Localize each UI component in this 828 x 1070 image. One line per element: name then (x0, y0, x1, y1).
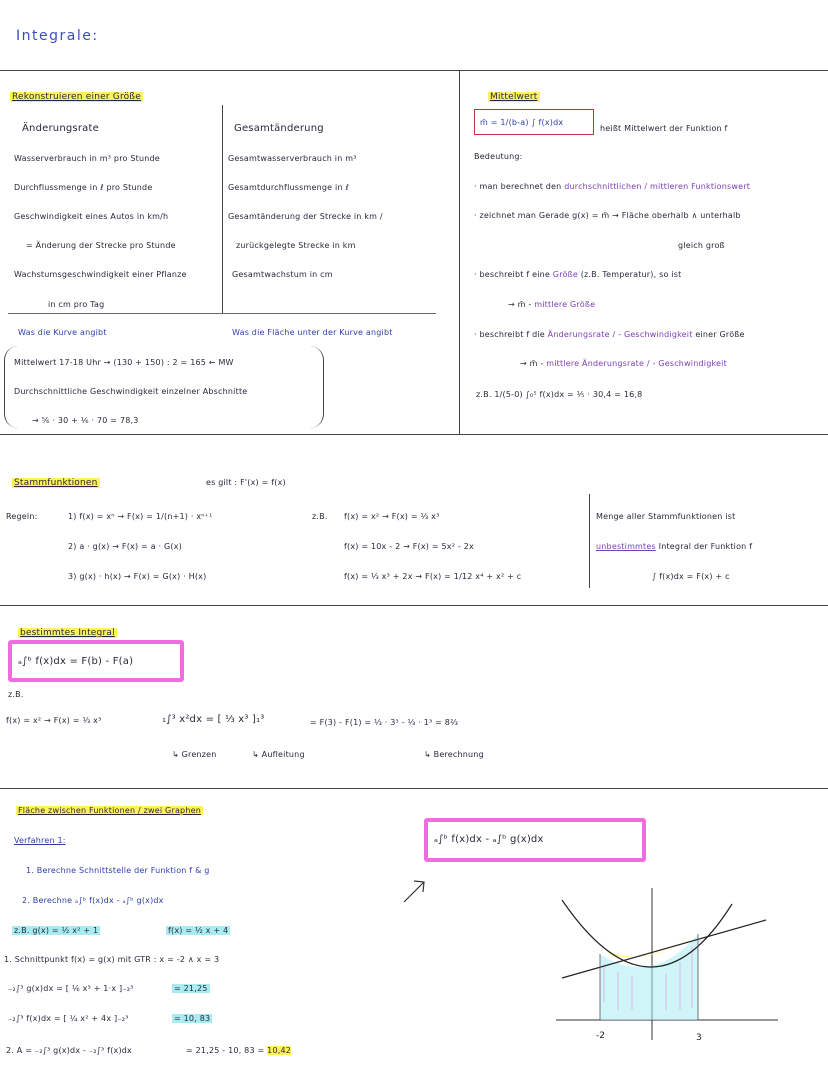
bestimmt-formula: ₐ∫ᵇ f(x)dx = F(b) - F(a) (18, 656, 134, 667)
graph-label-right: 3 (696, 1033, 702, 1043)
flaeche-box-formula: ₐ∫ᵇ f(x)dx - ₐ∫ᵇ g(x)dx (434, 834, 544, 845)
stamm-example: f(x) = ⅓ x³ + 2x → F(x) = 1/12 x⁴ + x² + c (344, 572, 522, 581)
mittelwert-formula-suffix: heißt Mittelwert der Funktion f (600, 124, 728, 133)
stamm-right2: unbestimmtes Integral der Funktion f (596, 542, 753, 551)
bestimmt-berechnung: ↳ Berechnung (424, 750, 484, 759)
row-right: zurückgelegte Strecke in km (236, 241, 356, 250)
col-left-header: Änderungsrate (22, 123, 99, 134)
mittelwert-heading: Mittelwert (490, 92, 538, 102)
mittelwert-formula: m̄ = 1/(b-a) ∫ f(x)dx (480, 118, 564, 127)
bestimmt-ex-label: z.B. (8, 690, 24, 699)
bestimmt-ex-integral: ₁∫³ x²dx = [ ⅓ x³ ]₁³ (162, 714, 265, 725)
flaeche-area-val: = 21,25 - 10, 83 = 10,42 (186, 1046, 292, 1055)
stamm-right1: Menge aller Stammfunktionen ist (596, 512, 736, 521)
stamm-es-gilt: es gilt : F'(x) = f(x) (206, 478, 286, 487)
divider-top (0, 70, 828, 71)
row-left: Geschwindigkeit eines Autos in km/h (14, 212, 169, 221)
what-area-label: Was die Fläche unter der Kurve angibt (232, 328, 393, 337)
mittelwert-line2: · zeichnet man Gerade g(x) = m̄ → Fläche oberhalb ∧ unterhalb (474, 211, 741, 220)
note-calc: → ⅚ · 30 + ⅙ · 70 = 78,3 (32, 416, 139, 425)
stamm-rule: 2) a · g(x) → F(x) = a · G(x) (68, 542, 183, 551)
area-graph (556, 882, 782, 1042)
note-geschwindigkeit: Durchschnittliche Geschwindigkeit einzelner Abschnitte (14, 387, 248, 396)
stamm-right3: ∫ f(x)dx = F(x) + c (652, 572, 730, 581)
row-right: Gesamtwasserverbrauch in m³ (228, 154, 357, 163)
bestimmt-heading: bestimmtes Integral (20, 628, 115, 638)
flaeche-int-f: ₋₂∫³ f(x)dx = [ ¼ x² + 4x ]₋₂³ (8, 1014, 129, 1023)
row-left-extra: in cm pro Tag (48, 300, 105, 309)
note-mittelwert: Mittelwert 17-18 Uhr → (130 + 150) : 2 = 165 ← MW (14, 358, 234, 367)
arrow-icon (400, 876, 430, 906)
stamm-ex-label: z.B. (312, 512, 328, 521)
flaeche-ex-f: f(x) = ½ x + 4 (168, 926, 229, 935)
mittelwert-line7: → m̄ - mittlere Änderungsrate / - Geschwindigkeit (520, 359, 727, 368)
flaeche-schnitt: 1. Schnittpunkt f(x) = g(x) mit GTR : x = -2 ∧ x = 3 (4, 955, 220, 964)
divider-vertical-main (459, 70, 460, 434)
row-left: Wasserverbrauch in m³ pro Stunde (14, 154, 160, 163)
col-right-header: Gesamtänderung (234, 123, 324, 134)
bestimmt-grenzen: ↳ Grenzen (172, 750, 217, 759)
flaeche-area: 2. A = ₋₂∫³ g(x)dx - ₋₂∫³ f(x)dx (6, 1046, 132, 1055)
stamm-rule: 1) f(x) = xⁿ → F(x) = 1/(n+1) · xⁿ⁺¹ (68, 512, 213, 521)
mittelwert-line5: → m̄ - mittlere Größe (508, 300, 596, 309)
row-left: = Änderung der Strecke pro Stunde (26, 241, 176, 250)
flaeche-heading: Fläche zwischen Funktionen / zwei Graphen (18, 806, 201, 815)
flaeche-int-g: ₋₂∫³ g(x)dx = [ ⅙ x³ + 1·x ]₋₂³ (8, 984, 134, 993)
flaeche-step2: 2. Berechne ₐ∫ᵇ f(x)dx - ₐ∫ᵇ g(x)dx (22, 896, 164, 905)
flaeche-verfahren: Verfahren 1: (14, 836, 66, 845)
flaeche-int-f-val: = 10, 83 (174, 1014, 211, 1023)
page-title: Integrale: (16, 28, 99, 44)
divider-section3 (0, 788, 828, 789)
table-bottom-line (8, 313, 436, 314)
stamm-example: f(x) = 10x - 2 → F(x) = 5x² - 2x (344, 542, 474, 551)
bestimmt-ex-left: f(x) = x² → F(x) = ⅓ x³ (6, 716, 102, 725)
flaeche-int-g-val: = 21,25 (174, 984, 208, 993)
bestimmt-aufleitung: ↳ Aufleitung (252, 750, 305, 759)
mittelwert-line3: gleich groß (678, 241, 725, 250)
divider-section2 (0, 605, 828, 606)
flaeche-ex-g: z.B. g(x) = ½ x² + 1 (14, 926, 99, 935)
stamm-heading: Stammfunktionen (14, 478, 98, 488)
row-left: Durchflussmenge in ℓ pro Stunde (14, 183, 153, 192)
flaeche-step1: 1. Berechne Schnittstelle der Funktion f & g (26, 866, 210, 875)
bestimmt-ex-eval: = F(3) - F(1) = ⅓ · 3³ - ⅓ · 1³ = 8⅔ (310, 718, 459, 727)
row-left: Wachstumsgeschwindigkeit einer Pflanze (14, 270, 187, 279)
stamm-example: f(x) = x² → F(x) = ⅓ x³ (344, 512, 440, 521)
section1-heading: Rekonstruieren einer Größe (12, 92, 141, 102)
stamm-rules-label: Regeln: (6, 512, 38, 521)
mittelwert-meaning-label: Bedeutung: (474, 152, 523, 161)
shaded-area (600, 934, 698, 1020)
stamm-divider (589, 494, 590, 588)
table-divider (222, 105, 223, 313)
mittelwert-line1: · man berechnet den durchschnittlichen / mittleren Funktionswert (474, 182, 751, 191)
parabola-g (562, 900, 732, 967)
mittelwert-line4: · beschreibt f eine Größe (z.B. Temperatur), so ist (474, 270, 682, 279)
graph-label-left: -2 (596, 1031, 605, 1041)
row-right: Gesamtwachstum in cm (232, 270, 333, 279)
what-curve-label: Was die Kurve angibt (18, 328, 107, 337)
stamm-rule: 3) g(x) · h(x) → F(x) = G(x) · H(x) (68, 572, 207, 581)
divider-section1 (0, 434, 828, 435)
row-right: Gesamtänderung der Strecke in km / (228, 212, 383, 221)
row-right: Gesamtdurchflussmenge in ℓ (228, 183, 349, 192)
mittelwert-example: z.B. 1/(5-0) ∫₀⁵ f(x)dx = ⅕ · 30,4 = 16,8 (476, 390, 643, 399)
mittelwert-line6: · beschreibt f die Änderungsrate / - Geschwindigkeit einer Größe (474, 330, 745, 339)
